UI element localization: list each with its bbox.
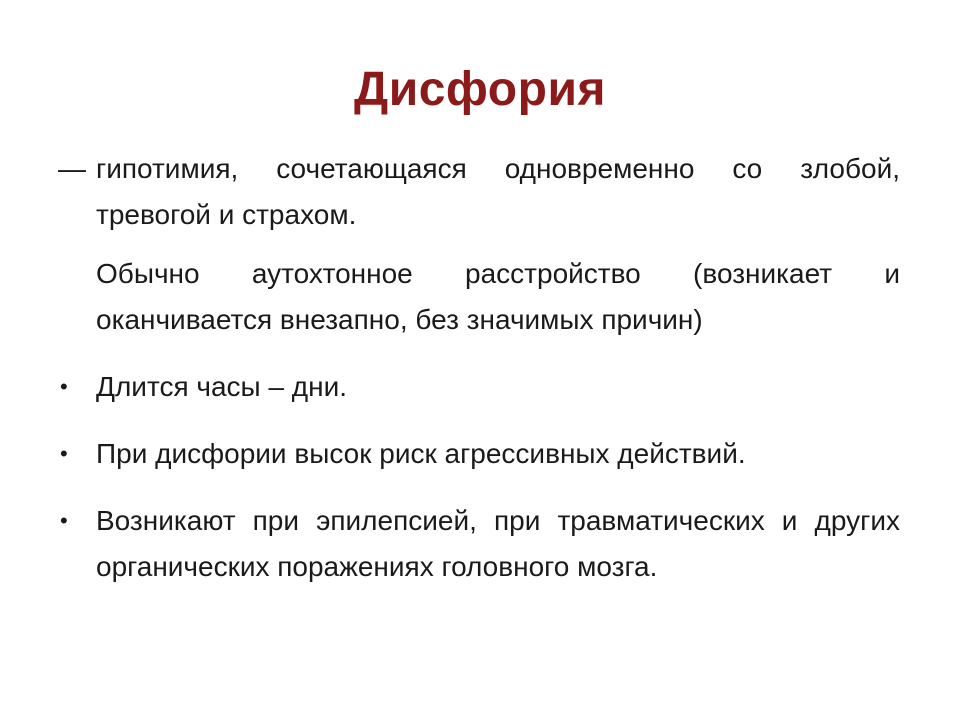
dash-marker: — [58,153,86,184]
slide-title: Дисфория [354,63,606,116]
note-text: Обычно аутохтонное расстройство (возникает и оканчивается внезапно, без значимых причин) [96,258,900,335]
bullet-item [58,364,900,410]
bullet-icon: • [60,508,68,533]
definition-text: гипотимия, сочетающаяся одновременно со злобой, тревогой и страхом. [96,153,900,230]
bullet-text: При дисфории высок риск агрессивных действий. [96,438,746,469]
definition-paragraph [58,146,900,238]
bullet-text: Длится часы – дни. [96,371,348,402]
bullet-item [58,431,900,477]
bullet-item [58,498,900,590]
bullet-icon: • [60,374,68,399]
bullet-text: Возникают при эпилепсией, при травматических и других органических поражениях головного мозга. [96,505,900,582]
slide-body [58,146,900,590]
note-paragraph [58,251,900,343]
bullet-icon: • [60,441,68,466]
